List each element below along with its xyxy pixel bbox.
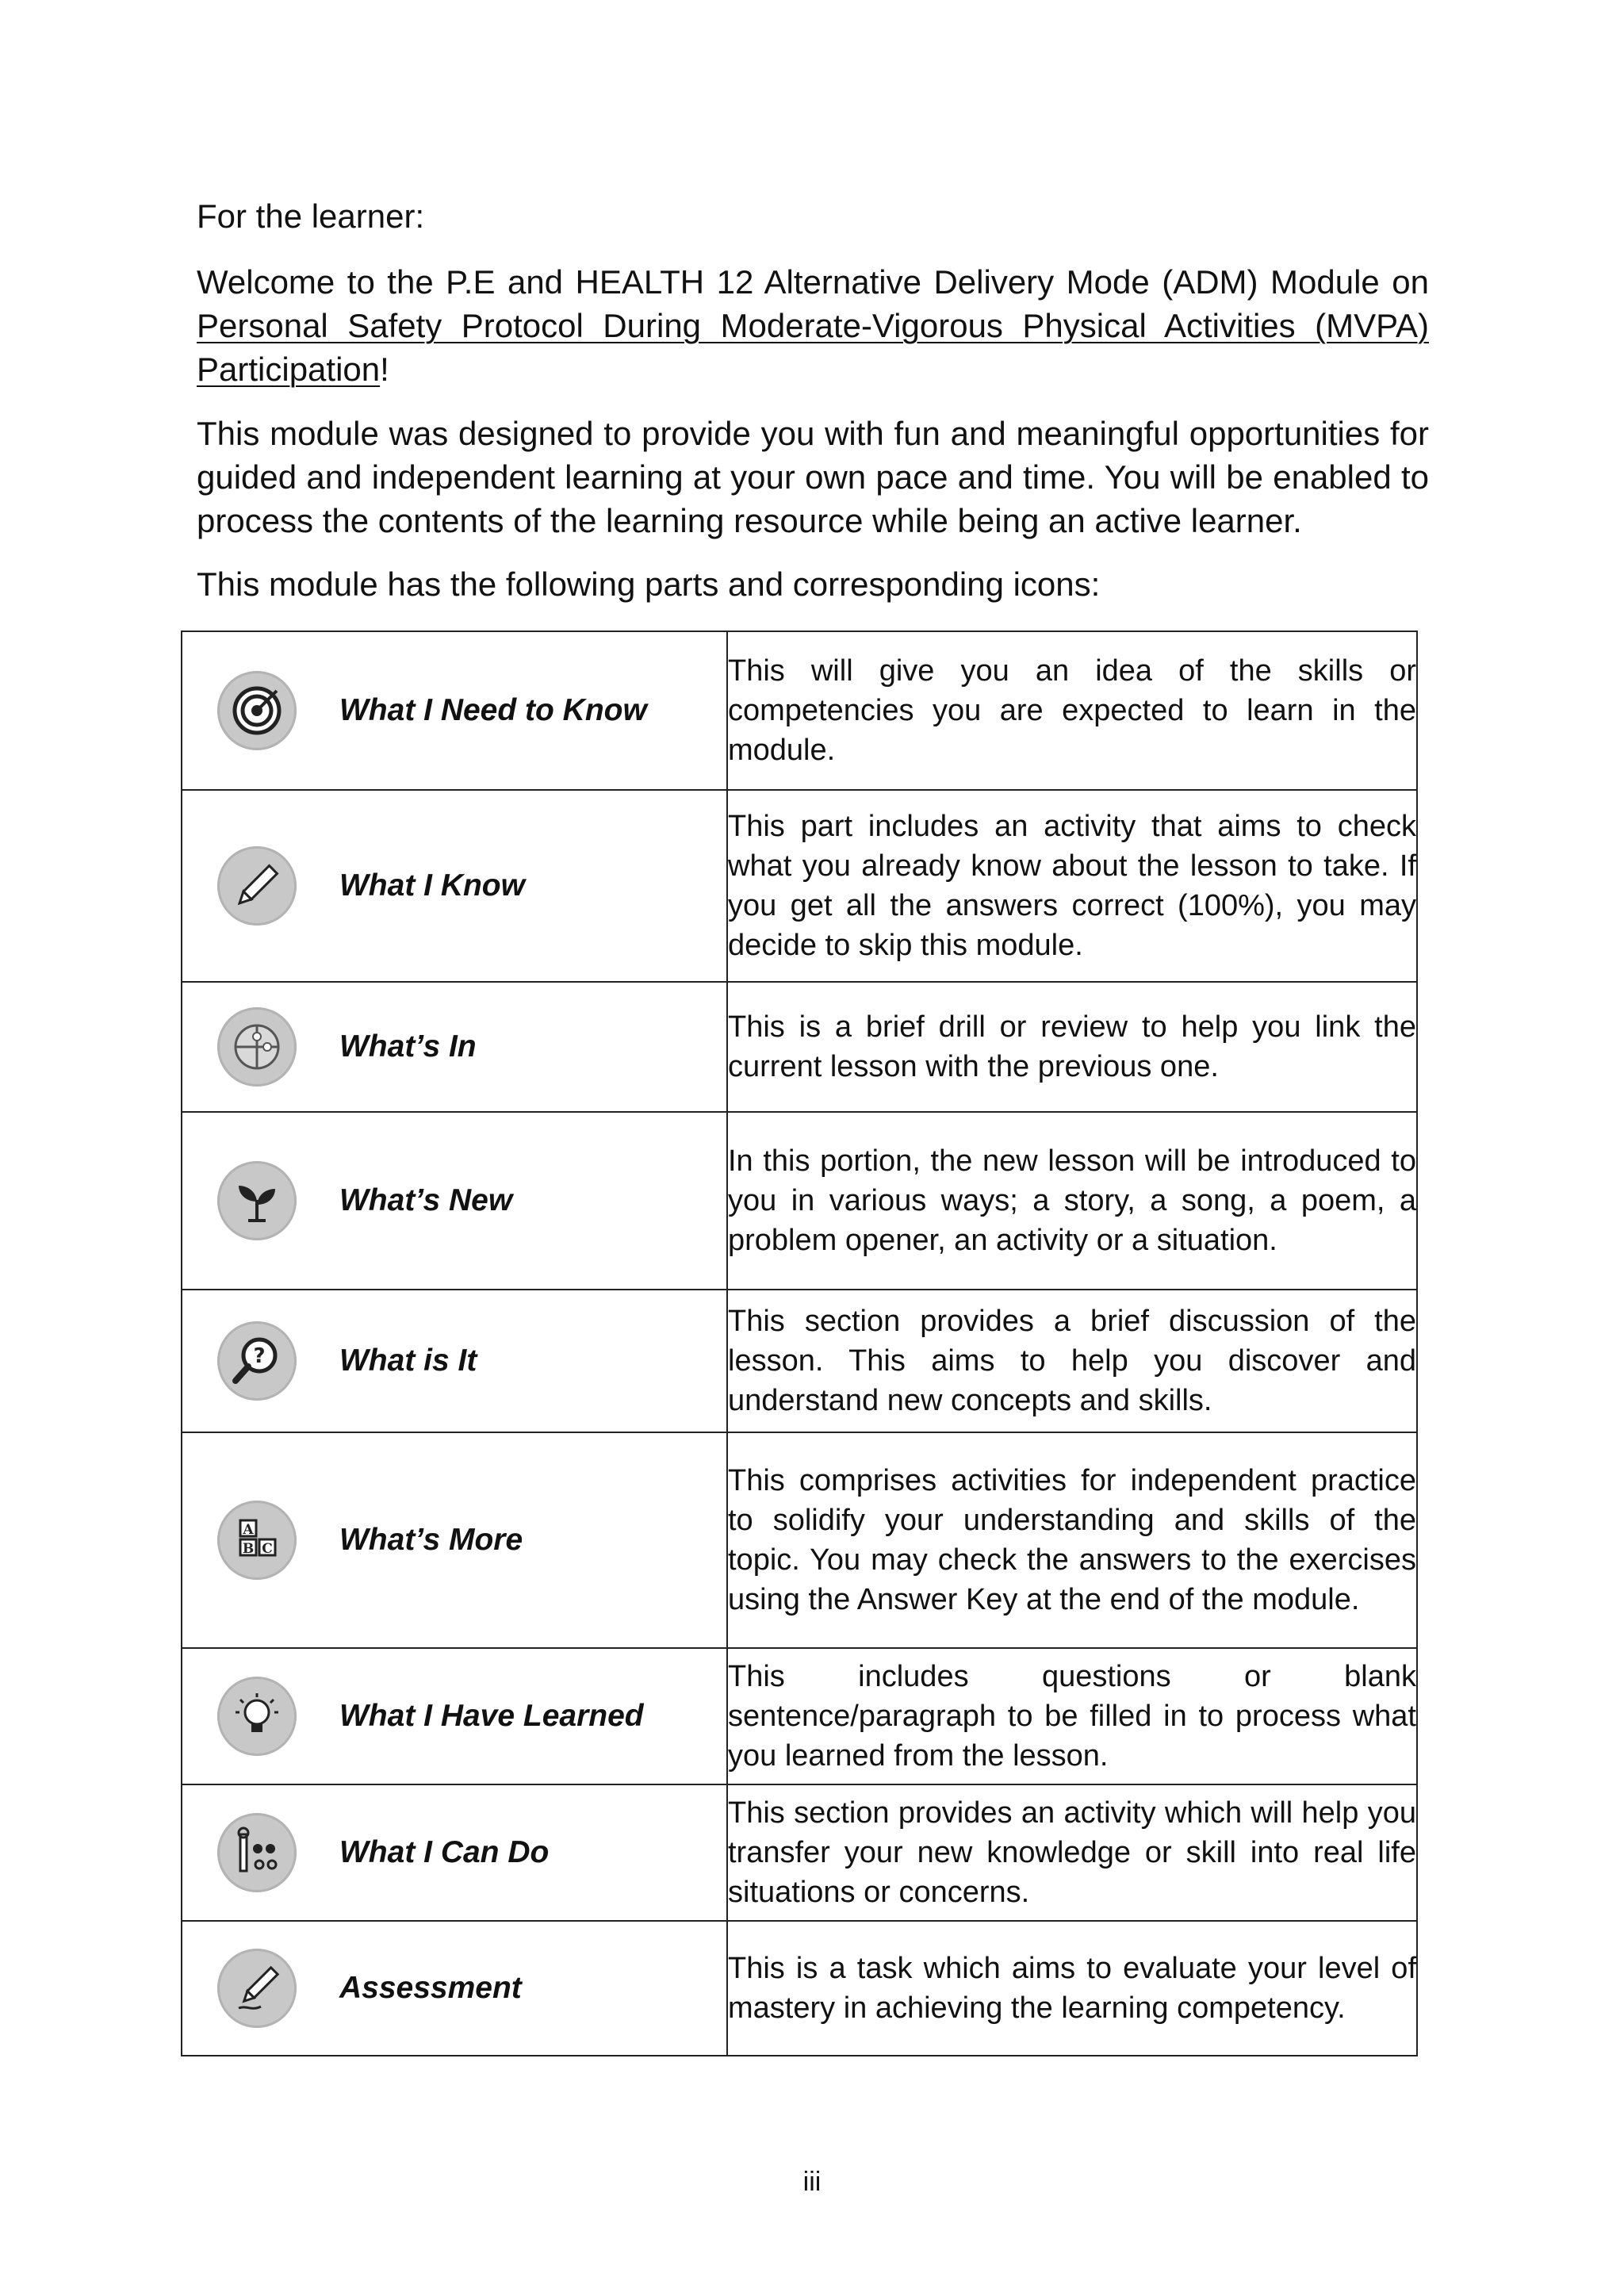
table-row bbox=[182, 1432, 1417, 1648]
table-row bbox=[182, 790, 1417, 982]
part-label: What’s In bbox=[339, 1029, 477, 1064]
part-name-cell bbox=[182, 1921, 727, 2056]
part-name-cell bbox=[182, 1784, 727, 1921]
part-description: This section provides an activity which will help you transfer your new knowledge or skill into real life situations or concerns. bbox=[727, 1784, 1417, 1921]
table-row bbox=[182, 1290, 1417, 1432]
module-parts-table bbox=[181, 631, 1418, 2056]
svg-text:A: A bbox=[243, 1522, 254, 1538]
module-topic: Personal Safety Protocol During Moderate-Vigorous Physical Activities (MVPA) Participation bbox=[197, 307, 1429, 388]
table-row bbox=[182, 631, 1417, 790]
part-description: This is a brief drill or review to help you link the current lesson with the previous one. bbox=[727, 982, 1417, 1112]
part-description: This section provides a brief discussion of the lesson. This aims to help you discover and understand new concepts and skills. bbox=[727, 1290, 1417, 1432]
table-row bbox=[182, 1648, 1417, 1784]
part-label: Assessment bbox=[339, 1971, 522, 2005]
part-name-cell bbox=[182, 1432, 727, 1648]
part-label: What I Know bbox=[339, 868, 525, 903]
part-description: This part includes an activity that aims to check what you already know about the lesson to take. If you get all the answers correct (100%), you may decide to skip this module. bbox=[727, 790, 1417, 982]
welcome-paragraph bbox=[197, 260, 1429, 391]
part-description: This includes questions or blank sentence/paragraph to be filled in to process what you learned from the lesson. bbox=[727, 1648, 1417, 1784]
sprout-icon bbox=[217, 1161, 297, 1240]
part-name-cell bbox=[182, 1648, 727, 1784]
part-description: This is a task which aims to evaluate your level of mastery in achieving the learning competency. bbox=[727, 1921, 1417, 2056]
part-label: What I Have Learned bbox=[339, 1699, 644, 1733]
part-name-cell bbox=[182, 1290, 727, 1432]
part-name-cell bbox=[182, 1112, 727, 1290]
part-label: What I Need to Know bbox=[339, 693, 647, 727]
purpose-paragraph: This module was designed to provide you with fun and meaningful opportunities for guided and independent learning at your own pace and time. You will be enabled to process the contents of the learning resource while being an active learner. bbox=[197, 415, 1429, 539]
svg-text:?: ? bbox=[253, 1344, 266, 1368]
magnifier-question-icon bbox=[217, 1321, 297, 1401]
table-row bbox=[182, 1784, 1417, 1921]
part-description: This will give you an idea of the skills or competencies you are expected to learn in the module. bbox=[727, 631, 1417, 790]
welcome-prefix: Welcome to the P.E and HEALTH 12 Alternative Delivery Mode (ADM) Module on bbox=[197, 263, 1429, 301]
table-row bbox=[182, 982, 1417, 1112]
part-name-cell bbox=[182, 982, 727, 1112]
pencil-paper-icon bbox=[217, 1949, 297, 2028]
part-description: In this portion, the new lesson will be introduced to you in various ways; a story, a song, a poem, a problem opener, an activity or a situation. bbox=[727, 1112, 1417, 1290]
tools-icon bbox=[217, 1813, 297, 1892]
table-row bbox=[182, 1112, 1417, 1290]
parts-intro: This module has the following parts and corresponding icons: bbox=[197, 565, 1101, 603]
pencil-icon bbox=[217, 846, 297, 926]
part-name-cell bbox=[182, 790, 727, 982]
part-label: What’s New bbox=[339, 1183, 513, 1217]
greeting: For the learner: bbox=[197, 197, 425, 235]
page-number: iii bbox=[802, 2167, 822, 2197]
puzzle-icon bbox=[217, 1007, 297, 1087]
part-label: What is It bbox=[339, 1343, 477, 1378]
svg-text:B: B bbox=[242, 1541, 255, 1557]
part-description: This comprises activities for independent practice to solidify your understanding and skills of the topic. You may check the answers to the exercises using the Answer Key at the end of the module. bbox=[727, 1432, 1417, 1648]
welcome-suffix: ! bbox=[380, 351, 389, 388]
part-label: What’s More bbox=[339, 1523, 523, 1557]
part-label: What I Can Do bbox=[339, 1835, 550, 1869]
table-row bbox=[182, 1921, 1417, 2056]
target-icon bbox=[217, 671, 297, 750]
part-name-cell bbox=[182, 631, 727, 790]
svg-text:C: C bbox=[262, 1541, 273, 1557]
lightbulb-icon bbox=[217, 1677, 297, 1756]
abc-blocks-icon bbox=[217, 1501, 297, 1580]
